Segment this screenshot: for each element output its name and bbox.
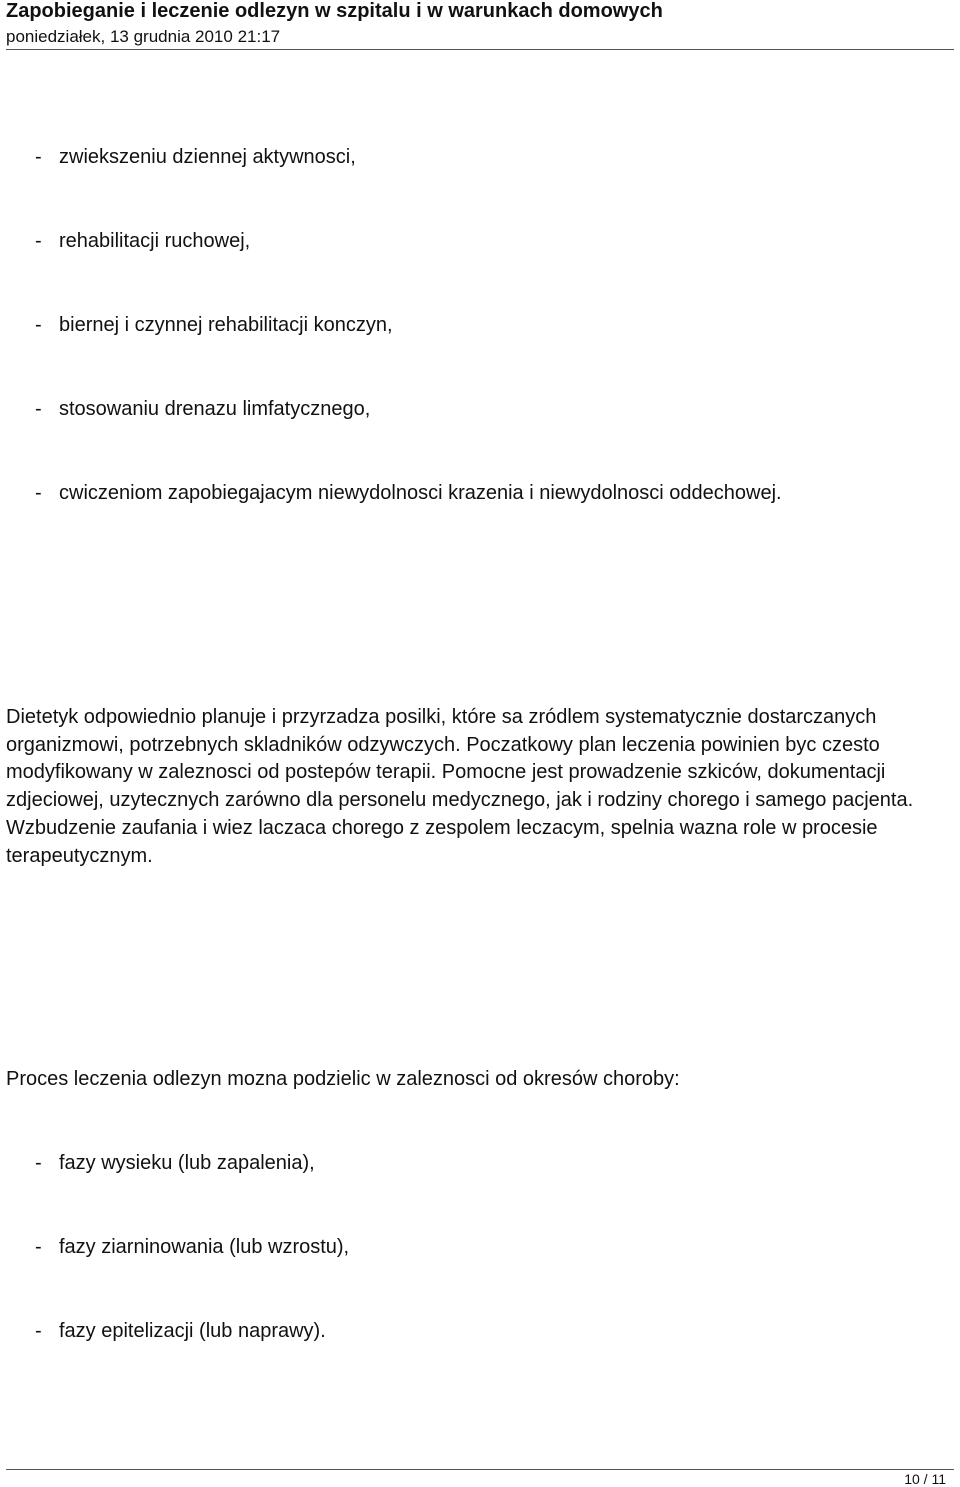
list-item	[35, 229, 782, 313]
page-number: 10 / 11	[904, 1471, 946, 1487]
list-item	[35, 1235, 349, 1319]
treatment-phases-list	[35, 1151, 349, 1403]
document-date: poniedziałek, 13 grudnia 2010 21:17	[6, 27, 281, 46]
list-item-text: rehabilitacji ruchowej,	[59, 230, 251, 252]
list-item-text: fazy ziarninowania (lub wzrostu),	[59, 1236, 350, 1258]
header-divider	[6, 49, 954, 50]
document-title: Zapobieganie i leczenie odlezyn w szpitalu i w warunkach domowych	[6, 0, 663, 22]
list-item-text: biernej i czynnej rehabilitacji konczyn,	[59, 314, 393, 336]
list-item	[35, 313, 782, 397]
page-header	[6, 0, 954, 47]
list-dash: -	[35, 230, 42, 252]
list-item	[35, 145, 782, 229]
list-item-text: fazy wysieku (lub zapalenia),	[59, 1152, 315, 1174]
list-item	[35, 397, 782, 481]
treatment-phases-intro: Proces leczenia odlezyn mozna podzielic w zaleznosci od okresów choroby:	[6, 1068, 680, 1090]
dietitian-paragraph: Dietetyk odpowiednio planuje i przyrzadza posilki, które sa zródlem systematycznie dostarczanych organizmowi, potrzebnych skladników odzywczych. Poczatkowy plan leczenia powinien byc czesto modyfikowany w zaleznosci od postepów terapii. Pomocne jest prowadzenie szkiców, dokumentacji zdjeciowej, uzytecznych zarówno dla personelu medycznego, jak i rodziny chorego i samego pacjenta. Wzbudzenie zaufania i wiez laczaca chorego z zespolem leczacym, spelnia wazna role w procesie terapeutycznym.	[6, 706, 914, 867]
list-item-text: zwiekszeniu dziennej aktywnosci,	[59, 146, 356, 168]
list-dash: -	[35, 398, 42, 420]
list-item-text: fazy epitelizacji (lub naprawy).	[59, 1320, 326, 1342]
list-item-text: cwiczeniom zapobiegajacym niewydolnosci krazenia i niewydolnosci oddechowej.	[59, 482, 782, 504]
footer-divider	[6, 1469, 954, 1470]
list-item	[35, 1151, 349, 1235]
list-dash: -	[35, 146, 42, 168]
list-item	[35, 481, 782, 565]
list-dash: -	[35, 1236, 42, 1258]
list-dash: -	[35, 482, 42, 504]
list-item-text: stosowaniu drenazu limfatycznego,	[59, 398, 371, 420]
list-item	[35, 1319, 349, 1403]
list-dash: -	[35, 1152, 42, 1174]
activity-list	[35, 145, 782, 565]
list-dash: -	[35, 1320, 42, 1342]
list-dash: -	[35, 314, 42, 336]
